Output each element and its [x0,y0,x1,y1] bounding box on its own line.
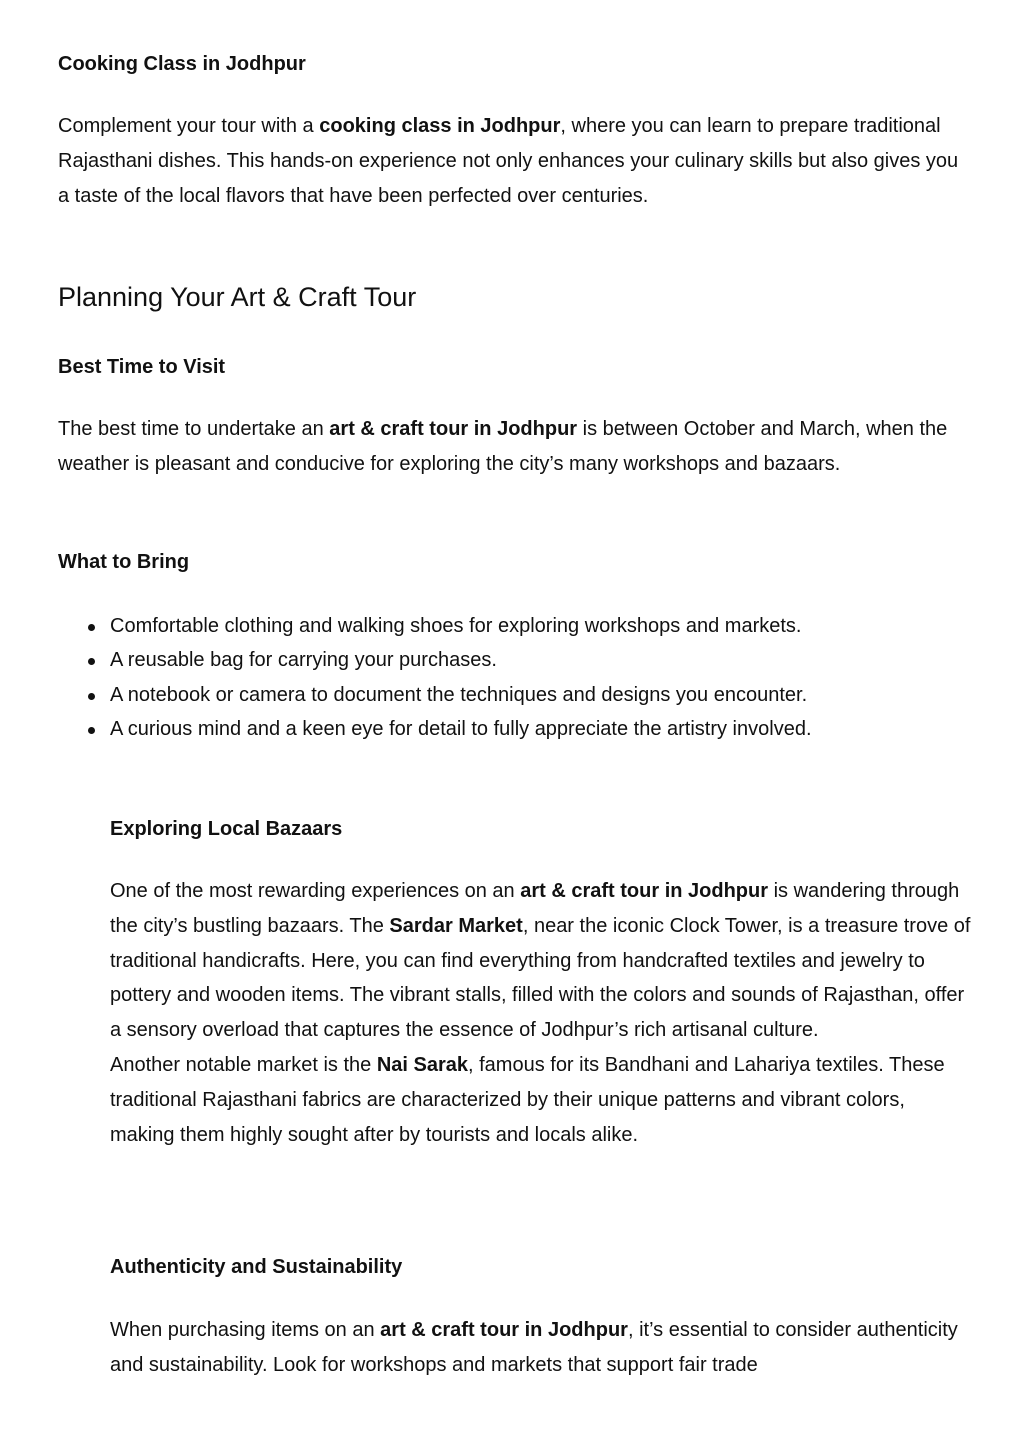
list-item: A reusable bag for carrying your purchases. [58,643,978,677]
heading-planning-tour: Planning Your Art & Craft Tour [58,282,417,312]
keyword-art-craft-tour: art & craft tour in Jodhpur [329,418,578,440]
heading-exploring-bazaars: Exploring Local Bazaars [110,818,343,840]
list-item: A curious mind and a keen eye for detail to fully appreciate the artistry involved. [58,712,978,746]
paragraph-text: is between October and March, when the weather is pleasant and conducive for exploring the city’s many workshops and bazaars. [58,418,948,475]
heading-authenticity: Authenticity and Sustainability [110,1256,403,1278]
paragraph-text: The best time to undertake an [58,418,330,440]
paragraph-cooking-class [58,109,968,213]
keyword-art-craft-tour: art & craft tour in Jodhpur [380,1319,628,1341]
keyword-nai-sarak: Nai Sarak [376,1053,468,1076]
paragraph-text: Complement your tour with a [58,115,320,137]
paragraph-text: Another notable market is the [110,1053,377,1076]
paragraph-text: , where you can learn to prepare traditional Rajasthani dishes. This hands-on experience not only enhances your culinary skills but also gives you a taste of the local flavors that have been perfected over centuries. [58,115,959,207]
paragraph-text: When purchasing items on an [110,1319,381,1341]
paragraph-text: , famous for its Bandhani and Lahariya textiles. These traditional Rajasthani fabrics are characterized by their unique patterns and vibrant colors, making them highly sought after by tourists and locals alike. [110,1053,945,1146]
keyword-cooking-class: cooking class in Jodhpur [319,115,561,137]
heading-what-to-bring: What to Bring [58,551,190,573]
bring-list [58,609,978,747]
keyword-sardar-market: Sardar Market [389,914,523,937]
paragraph-best-time [58,412,968,482]
paragraph-text: , near the iconic Clock Tower, is a treasure trove of traditional handicrafts. Here, you can find everything from handcrafted textiles and jewelry to pottery and wooden items. The vibrant stalls, filled with the colors and sounds of Rajasthan, offer a sensory overload that captures the essence of Jodhpur’s rich artisanal culture. [110,914,971,1042]
keyword-art-craft-tour: art & craft tour in Jodhpur [520,880,769,902]
heading-best-time: Best Time to Visit [58,356,226,378]
heading-cooking-class: Cooking Class in Jodhpur [58,53,306,75]
paragraph-text: is wandering through the city’s bustling bazaars. The [110,880,960,937]
list-item: A notebook or camera to document the techniques and designs you encounter. [58,678,978,712]
paragraph-text: , it’s essential to consider authenticity and sustainability. Look for workshops and markets that support fair trade [110,1319,958,1376]
paragraph-bazaars [110,874,972,1152]
paragraph-authenticity [110,1313,972,1383]
paragraph-text: One of the most rewarding experiences on an [110,880,521,902]
list-item: Comfortable clothing and walking shoes for exploring workshops and markets. [58,609,978,643]
